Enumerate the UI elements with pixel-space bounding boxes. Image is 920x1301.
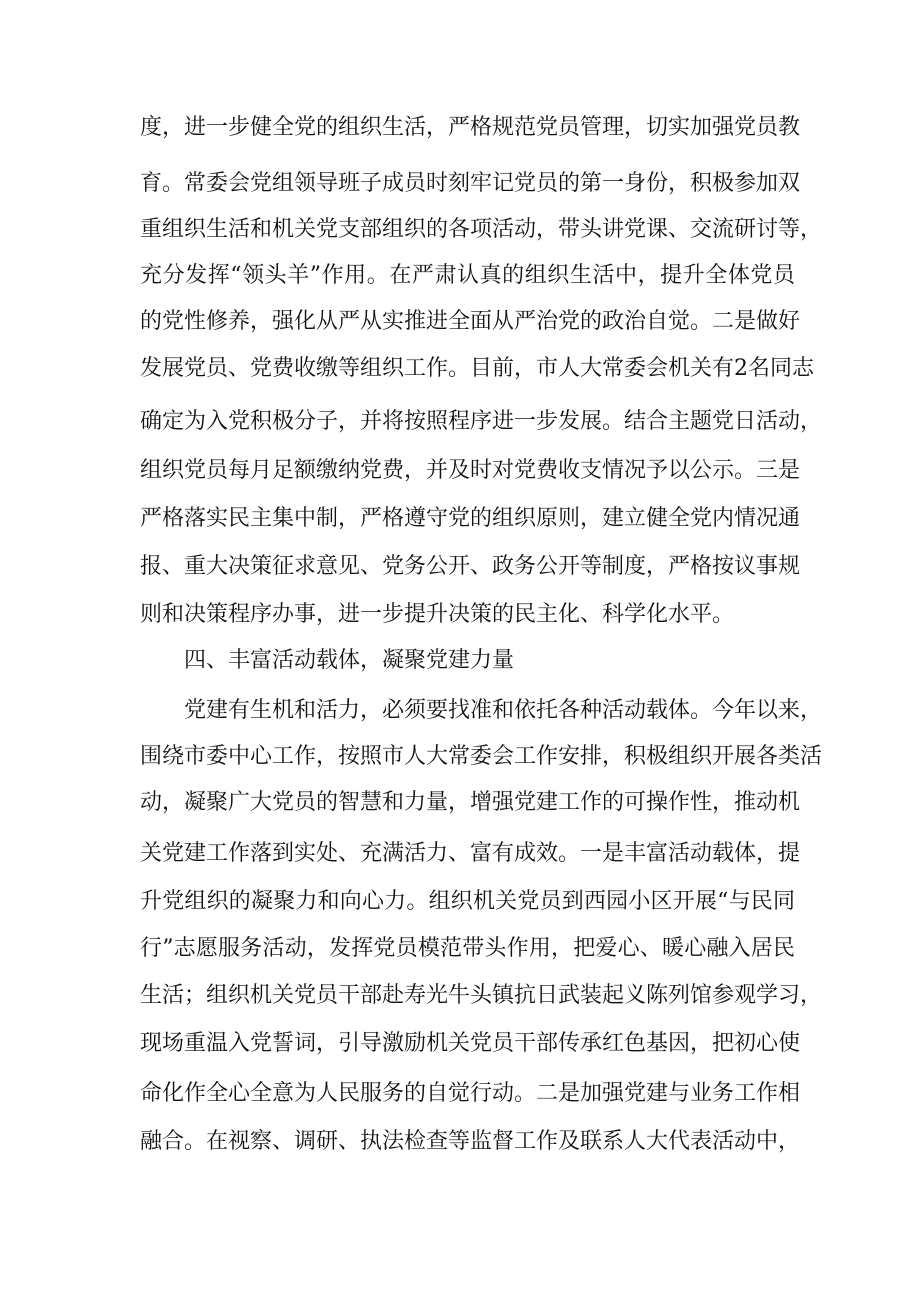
paragraph-1-line-6: 发展党员、党费收缴等组织工作。目前，市人大常委会机关有2名同志: [140, 356, 814, 381]
paragraph-2-line-10: 融合。在视察、调研、执法检查等监督工作及联系人大代表活动中，: [140, 1129, 801, 1154]
paragraph-2-line-8: 现场重温入党誓词，引导激励机关党员干部传承红色基因，把初心使: [140, 1031, 801, 1056]
paragraph-2-line-2: 围绕市委中心工作，按照市人大常委会工作安排，积极组织开展各类活: [140, 744, 823, 769]
paragraph-1-line-4: 充分发挥“领头羊”作用。在严肃认真的组织生活中，提升全体党员: [140, 263, 795, 288]
paragraph-1-line-11: 则和决策程序办事，进一步提升决策的民主化、科学化水平。: [140, 602, 735, 627]
paragraph-2-line-1: 党建有生机和活力，必须要找准和依托各种活动载体。今年以来，: [184, 698, 823, 723]
paragraph-2-line-5: 升党组织的凝聚力和向心力。组织机关党员到西园小区开展“与民同: [140, 889, 795, 914]
paragraph-1-line-10: 报、重大决策征求意见、党务公开、政务公开等制度，严格按议事规: [140, 554, 801, 579]
paragraph-1-line-9: 严格落实民主集中制，严格遵守党的组织原则，建立健全党内情况通: [140, 506, 801, 531]
paragraph-1-line-5: 的党性修养，强化从严从实推进全面从严治党的政治自觉。二是做好: [140, 309, 801, 334]
paragraph-1-line-1: 度，进一步健全党的组织生活，严格规范党员管理，切实加强党员教: [140, 115, 801, 140]
paragraph-1-line-2: 育。常委会党组领导班子成员时刻牢记党员的第一身份，积极参加双: [140, 171, 801, 196]
paragraph-1-line-7: 确定为入党积极分子，并将按照程序进一步发展。结合主题党日活动，: [140, 409, 823, 434]
section-heading-4: 四、丰富活动载体，凝聚党建力量: [184, 648, 515, 673]
paragraph-2-line-4: 关党建工作落到实处、充满活力、富有成效。一是丰富活动载体，提: [140, 841, 801, 866]
paragraph-2-line-7: 生活；组织机关党员干部赴寿光牛头镇抗日武装起义陈列馆参观学习，: [140, 983, 823, 1008]
paragraph-1-line-3: 重组织生活和机关党支部组织的各项活动，带头讲党课、交流研讨等，: [140, 217, 823, 242]
paragraph-2-line-9: 命化作全心全意为人民服务的自觉行动。二是加强党建与业务工作相: [140, 1081, 801, 1106]
paragraph-1-line-8: 组织党员每月足额缴纳党费，并及时对党费收支情况予以公示。三是: [140, 458, 801, 483]
paragraph-2-line-6: 行”志愿服务活动，发挥党员模范带头作用，把爱心、暖心融入居民: [140, 936, 795, 961]
paragraph-2-line-3: 动，凝聚广大党员的智慧和力量，增强党建工作的可操作性，推动机: [140, 790, 801, 815]
